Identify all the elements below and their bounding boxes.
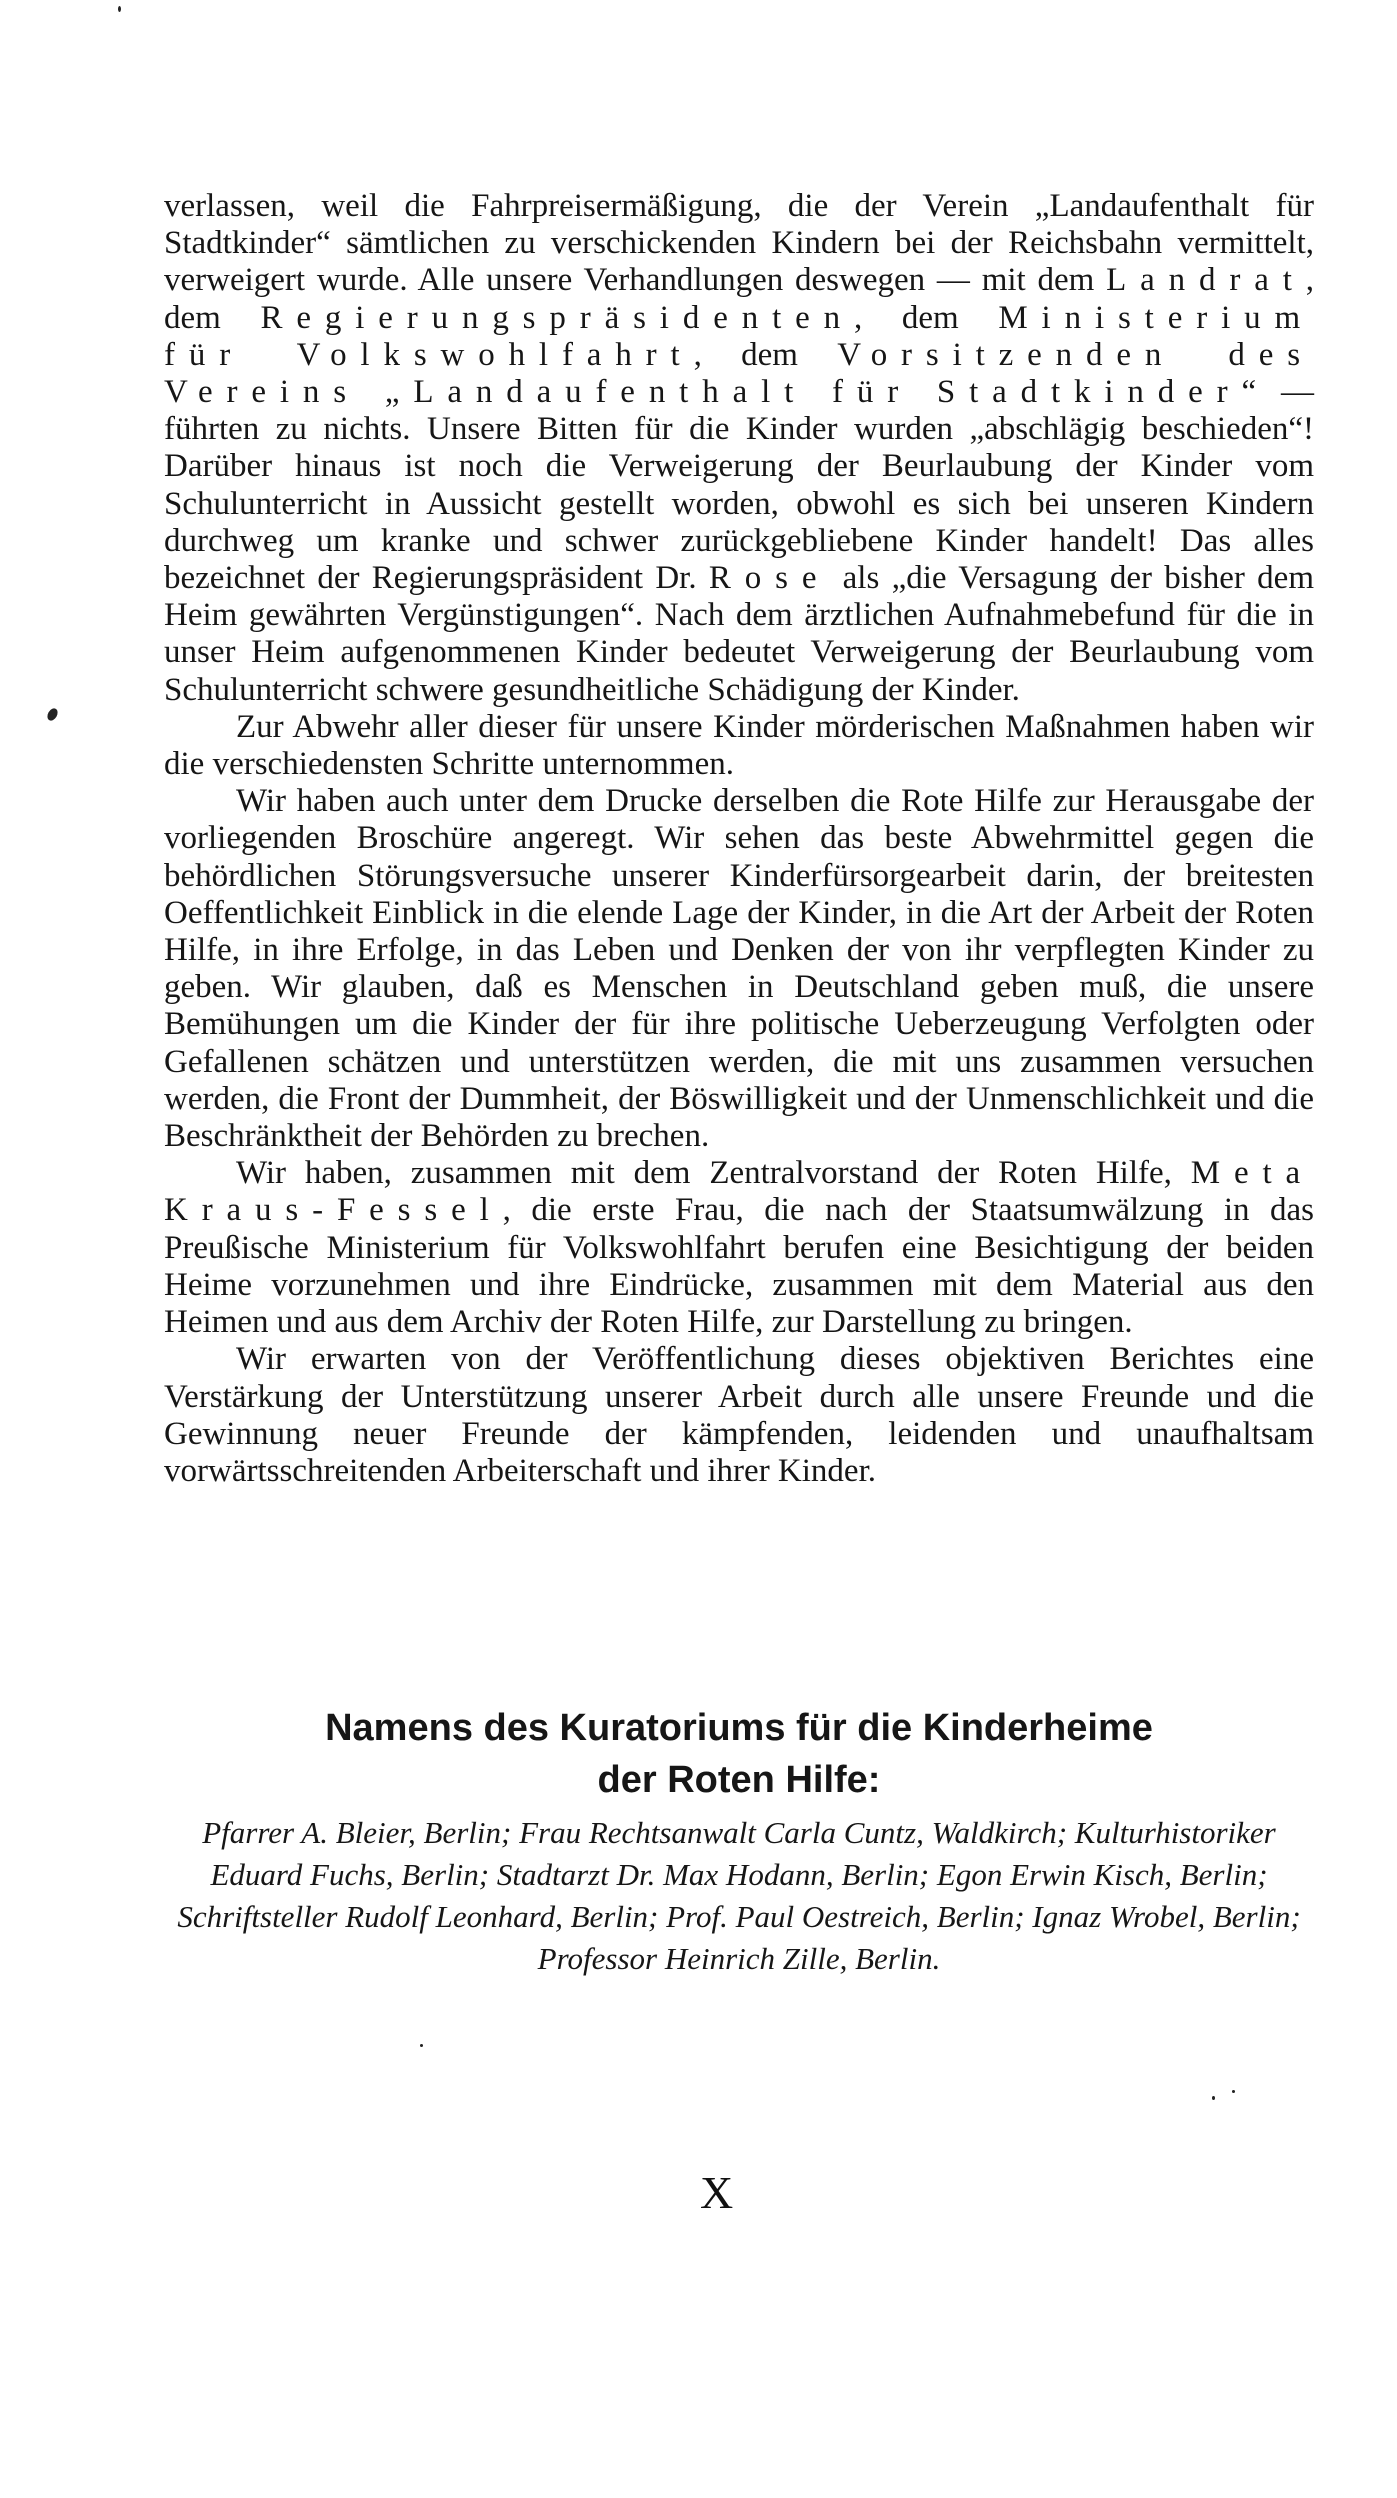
paragraph: [164, 188, 1314, 709]
emphasized-text: Regierungspräsidenten: [260, 299, 854, 336]
body-text: [164, 188, 1314, 1490]
ink-speck: [45, 707, 59, 723]
text-segment: verlassen, weil die Fahrpreisermäßigung, die der Verein „Landaufenthalt für Stadtkinder“ sämtlichen zu verschickenden Kindern bei der Reichsbahn vermittelt, verweigert wurde. Alle unsere Verhandlungen deswegen — mit dem: [164, 188, 1314, 299]
signatories-list: Pfarrer A. Bleier, Berlin; Frau Rechtsanwalt Carla Cuntz, Waldkirch; Kulturhistoriker Eduard Fuchs, Berlin; Stadtarzt Dr. Max Hodann, Berlin; Egon Erwin Kisch, Berlin; Schriftsteller Rudolf Leonhard, Berlin; Prof. Paul Oestreich, Berlin; Ignaz Wrobel, Berlin; Professor Heinrich Zille, Berlin.: [177, 1815, 1301, 1976]
ink-speck: [118, 6, 121, 12]
text-segment: , dem: [853, 299, 999, 336]
paragraph: [164, 1341, 1314, 1490]
signature-heading: [164, 1702, 1314, 1806]
paragraph: [164, 783, 1314, 1155]
emphasized-text: Rose: [708, 560, 831, 597]
text-segment: Wir erwarten von der Veröffentlichung dieses objektiven Berichtes eine Verstärkung der Unterstützung unserer Arbeit durch alle unsere Freunde und die Gewinnung neuer Freunde der kämpfenden, leidenden und unaufhaltsam vorwärtsschreitenden Arbeiterschaft und ihrer Kinder.: [164, 1341, 1314, 1489]
text-segment: Wir haben auch unter dem Drucke derselben die Rote Hilfe zur Herausgabe der vorliegenden Broschüre angeregt. Wir sehen das beste Abwehrmittel gegen die behördlichen Störungsversuche unserer Kinderfürsorgearbeit darin, der breitesten Oeffentlichkeit Einblick in die elende Lage der Kinder, in die Art der Arbeit der Roten Hilfe, in ihre Erfolge, in das Leben und Denken der von ihr verpflegten Kinder zu geben. Wir glauben, daß es Menschen in Deutschland geben muß, die unsere Bemühungen um die Kinder der für ihre politische Ueberzeugung Verfolgten oder Gefallenen schätzen und unterstützen werden, die mit uns zusammen versuchen werden, die Front der Dummheit, der Böswilligkeit und der Unmenschlichkeit und die Beschränktheit der Behörden zu brechen.: [164, 783, 1314, 1155]
text-segment: als „die Versagung der bisher dem Heim gewährten Vergünstigungen“. Nach dem ärztlichen Aufnahmebefund für die in unser Heim aufgenommenen Kinder bedeutet Verweigerung der Beurlaubung vom Schulunterricht schwere gesundheitliche Schädigung der Kinder.: [164, 560, 1314, 708]
text-segment: Zur Abwehr aller dieser für unsere Kinder mörderischen Maßnahmen haben wir die verschiedensten Schritte unternommen.: [164, 708, 1314, 783]
signature-heading-line: Namens des Kuratoriums für die Kinderheime: [325, 1707, 1153, 1749]
text-segment: , die erste Frau, die nach der Staatsumwälzung in das Preußische Ministerium für Volkswohlfahrt berufen eine Besichtigung der beiden Heime vorzunehmen und ihre Eindrücke, zusammen mit dem Material aus den Heimen und aus dem Archiv der Roten Hilfe, zur Darstellung zu bringen.: [164, 1192, 1314, 1341]
text-segment: — führten zu nichts. Unsere Bitten für die Kinder wurden „abschlägig beschieden“! Darüber hinaus ist noch die Verweigerung der Beurlaubung der Kinder vom Schulunterricht in Aussicht gestellt worden, obwohl es sich bei unseren Kindern durchweg um kranke und schwer zurückgebliebene Kinder handelt! Das alles bezeichnet der Regierungspräsident Dr.: [164, 374, 1314, 597]
paragraph: [164, 1155, 1314, 1341]
text-segment: , dem: [164, 262, 1314, 336]
signature-heading-line: der Roten Hilfe:: [597, 1759, 881, 1801]
ink-speck: [1232, 2090, 1235, 2093]
emphasized-text: Vorsitzenden des Vereins „Landaufenthalt für Stadtkinder“: [164, 336, 1314, 411]
text-segment: , dem: [693, 336, 838, 373]
emphasized-text: Ministerium für Volkswohlfahrt: [164, 299, 1314, 373]
page-mark: X: [700, 2167, 734, 2218]
ink-speck: [420, 2044, 423, 2047]
emphasized-text: Meta Kraus-Fessel: [164, 1155, 1314, 1229]
emphasized-text: Landrat: [1106, 262, 1306, 299]
text-segment: Wir haben, zusammen mit dem Zentralvorstand der Roten Hilfe,: [236, 1155, 1191, 1192]
paragraph: [164, 709, 1314, 783]
ink-speck: [1212, 2096, 1215, 2100]
